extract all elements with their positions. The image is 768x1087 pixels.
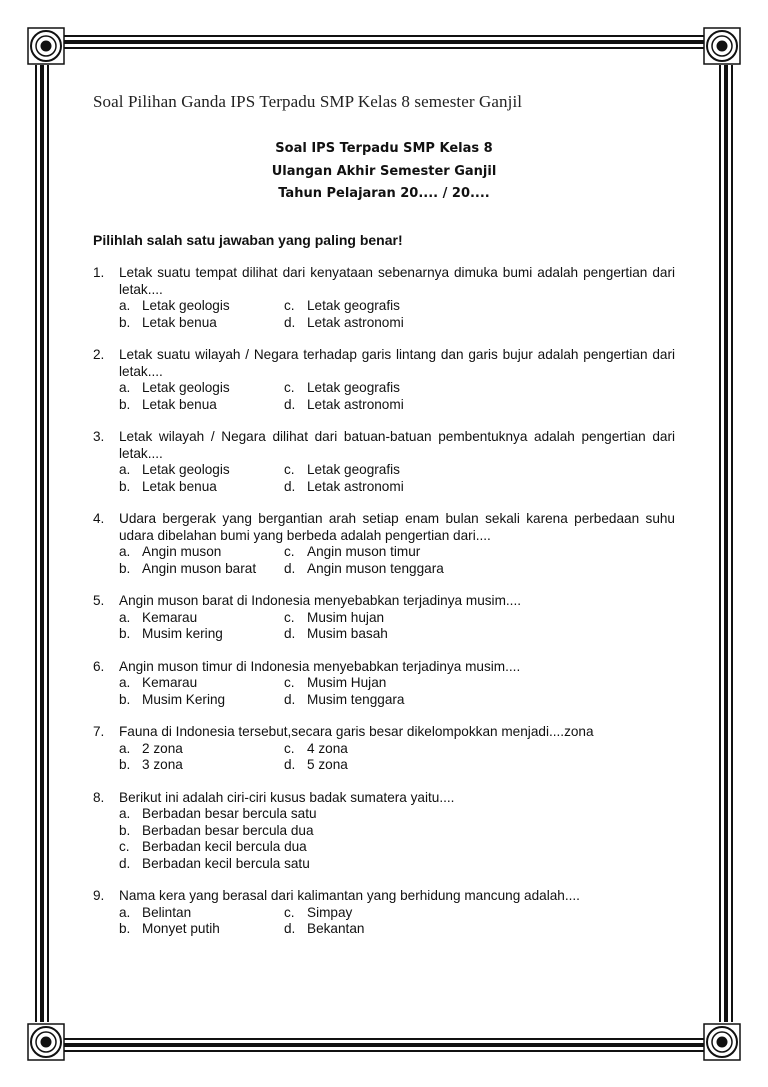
answer-options — [93, 544, 675, 577]
option-row — [119, 692, 675, 709]
answer-option — [284, 380, 400, 397]
option-row — [119, 839, 675, 856]
answer-option — [119, 626, 284, 643]
question-text: Nama kera yang berasal dari kalimantan yang berhidung mancung adalah.... — [119, 888, 580, 903]
question-stem — [93, 724, 675, 741]
question-text: Angin muson timur di Indonesia menyebabkan terjadinya musim.... — [119, 658, 521, 674]
question-number: 4. — [93, 511, 105, 526]
option-text: Letak geografis — [307, 298, 400, 313]
question-item — [93, 790, 675, 873]
option-text: 2 zona — [142, 740, 183, 756]
option-text: Kemarau — [142, 609, 198, 625]
answer-option — [284, 479, 404, 496]
option-row — [119, 298, 675, 315]
option-text: Angin muson tenggara — [307, 560, 444, 576]
option-letter: b. — [119, 314, 131, 330]
question-stem — [93, 888, 675, 905]
exam-subtitle: Ulangan Akhir Semester Ganjil — [271, 163, 497, 179]
option-row — [119, 823, 675, 840]
option-text: Simpay — [307, 904, 353, 920]
exam-title: Soal IPS Terpadu SMP Kelas 8 — [275, 141, 493, 156]
option-letter: a. — [119, 675, 131, 690]
answer-option — [284, 298, 400, 315]
question-number: 3. — [93, 429, 105, 444]
question-item — [93, 888, 675, 938]
question-item — [93, 724, 675, 774]
question-stem — [93, 265, 675, 298]
option-text: Letak geografis — [307, 462, 400, 477]
option-row — [119, 479, 675, 496]
option-row — [119, 610, 675, 627]
option-letter: a. — [119, 544, 131, 559]
answer-option — [119, 561, 284, 578]
answer-options — [93, 298, 675, 331]
answer-options — [93, 905, 675, 938]
answer-option — [119, 544, 284, 561]
question-number: 5. — [93, 593, 105, 608]
option-letter: d. — [284, 757, 296, 772]
option-letter: b. — [119, 626, 131, 641]
answer-option — [284, 741, 348, 758]
question-text: Fauna di Indonesia tersebut,secara garis besar dikelompokkan menjadi....zona — [119, 724, 594, 739]
academic-year: Tahun Pelajaran 20.... / 20.... — [278, 186, 490, 201]
option-text: Letak astronomi — [307, 314, 404, 330]
option-letter: a. — [119, 462, 131, 477]
option-row — [119, 626, 675, 643]
answer-option — [119, 839, 307, 856]
option-text: Belintan — [142, 904, 192, 920]
answer-options — [93, 380, 675, 413]
option-letter: c. — [284, 462, 295, 477]
answer-option — [284, 921, 364, 938]
option-text: Letak geologis — [142, 462, 230, 477]
option-row — [119, 462, 675, 479]
option-letter: b. — [119, 396, 131, 412]
option-letter: d. — [284, 396, 296, 412]
option-text: Angin muson — [142, 544, 222, 559]
question-stem — [93, 347, 675, 380]
option-text: Angin muson timur — [307, 544, 421, 559]
option-row — [119, 380, 675, 397]
question-text: Udara bergerak yang bergantian arah setiap enam bulan sekali karena perbedaan suhu udara dibelahan bumi yang berbeda adalah pengertian dari.... — [119, 511, 675, 543]
question-item — [93, 593, 675, 643]
option-letter: b. — [119, 478, 131, 494]
question-list — [93, 265, 675, 954]
question-number: 1. — [93, 265, 105, 280]
option-row — [119, 856, 675, 873]
corner-ornament-bottom-left — [28, 1024, 64, 1060]
option-text: Musim Kering — [142, 691, 226, 707]
option-letter: c. — [284, 380, 295, 395]
answer-option — [119, 823, 314, 840]
answer-option — [119, 675, 284, 692]
option-letter: d. — [284, 478, 296, 494]
option-text: 5 zona — [307, 757, 348, 772]
answer-option — [119, 692, 284, 709]
option-letter: c. — [284, 298, 295, 313]
option-text: Berbadan kecil bercula satu — [142, 855, 310, 871]
option-letter: d. — [119, 855, 131, 871]
answer-option — [284, 610, 384, 627]
option-letter: d. — [284, 691, 296, 707]
corner-ornament-bottom-right — [704, 1024, 740, 1060]
question-text: Letak suatu wilayah / Negara terhadap garis lintang dan garis bujur adalah pengertian dari letak.... — [119, 347, 675, 379]
question-number: 9. — [93, 888, 105, 903]
option-text: Monyet putih — [142, 921, 220, 936]
option-text: Berbadan kecil bercula dua — [142, 839, 307, 854]
answer-option — [119, 921, 284, 938]
option-text: Musim hujan — [307, 609, 385, 625]
option-letter: c. — [284, 675, 295, 690]
answer-option — [119, 315, 284, 332]
option-letter: b. — [119, 691, 131, 707]
answer-option — [284, 462, 400, 479]
option-text: Kemarau — [142, 675, 198, 690]
question-item — [93, 429, 675, 495]
question-number: 8. — [93, 789, 105, 805]
answer-option — [119, 479, 284, 496]
option-letter: a. — [119, 904, 131, 920]
option-text: Letak benua — [142, 478, 217, 494]
answer-option — [284, 315, 404, 332]
option-letter: b. — [119, 921, 131, 936]
option-row — [119, 806, 675, 823]
option-letter: a. — [119, 609, 131, 625]
question-stem — [93, 790, 675, 807]
option-row — [119, 397, 675, 414]
answer-option — [284, 626, 388, 643]
question-number: 2. — [93, 347, 105, 362]
answer-option — [119, 905, 284, 922]
answer-option — [119, 856, 310, 873]
answer-option — [284, 675, 386, 692]
option-letter: a. — [119, 806, 131, 821]
option-text: Letak geologis — [142, 380, 230, 395]
answer-option — [284, 544, 420, 561]
option-row — [119, 315, 675, 332]
answer-option — [119, 397, 284, 414]
question-text: Angin muson barat di Indonesia menyebabkan terjadinya musim.... — [119, 593, 521, 608]
option-letter: d. — [284, 314, 296, 330]
question-text: Letak wilayah / Negara dilihat dari batuan-batuan pembentuknya adalah pengertian dari letak.... — [119, 429, 675, 461]
option-text: Berbadan besar bercula satu — [142, 806, 317, 821]
running-head: Soal Pilihan Ganda IPS Terpadu SMP Kelas 8 semester Ganjil — [93, 92, 523, 111]
answer-option — [119, 462, 284, 479]
question-item — [93, 265, 675, 331]
question-number: 7. — [93, 724, 105, 739]
answer-option — [284, 561, 444, 578]
question-item — [93, 511, 675, 577]
option-letter: c. — [284, 904, 295, 920]
option-letter: c. — [284, 609, 295, 625]
answer-option — [119, 610, 284, 627]
option-letter: d. — [284, 626, 296, 641]
answer-option — [119, 298, 284, 315]
option-text: Letak geografis — [307, 380, 400, 395]
option-letter: c. — [284, 544, 295, 559]
option-row — [119, 741, 675, 758]
answer-options — [93, 675, 675, 708]
option-letter: d. — [284, 560, 296, 576]
option-letter: d. — [284, 921, 296, 936]
answer-options — [93, 741, 675, 774]
answer-option — [119, 757, 284, 774]
option-text: Musim basah — [307, 626, 388, 641]
corner-ornament-top-left — [28, 28, 64, 64]
answer-options — [93, 806, 675, 872]
option-row — [119, 921, 675, 938]
answer-options — [93, 610, 675, 643]
option-text: Musim tenggara — [307, 691, 405, 707]
answer-option — [284, 692, 404, 709]
question-item — [93, 347, 675, 413]
instruction: Pilihlah salah satu jawaban yang paling benar! — [93, 232, 403, 248]
option-text: Musim kering — [142, 626, 223, 641]
answer-option — [284, 397, 404, 414]
question-text: Berikut ini adalah ciri-ciri kusus badak sumatera yaitu.... — [119, 789, 455, 805]
option-text: Letak geologis — [142, 298, 230, 313]
question-stem — [93, 511, 675, 544]
option-text: Bekantan — [307, 921, 365, 936]
answer-options — [93, 462, 675, 495]
option-row — [119, 905, 675, 922]
option-row — [119, 561, 675, 578]
question-text: Letak suatu tempat dilihat dari kenyataan sebenarnya dimuka bumi adalah pengertian dari letak.... — [119, 265, 675, 297]
answer-option — [284, 757, 348, 774]
answer-option — [119, 741, 284, 758]
answer-option — [119, 380, 284, 397]
option-text: Letak astronomi — [307, 396, 404, 412]
option-text: Letak benua — [142, 396, 217, 412]
option-text: Berbadan besar bercula dua — [142, 822, 314, 838]
option-letter: a. — [119, 740, 131, 756]
option-letter: a. — [119, 380, 131, 395]
question-item — [93, 659, 675, 709]
exam-title-block — [0, 138, 768, 206]
option-letter: c. — [119, 839, 130, 854]
corner-ornament-top-right — [704, 28, 740, 64]
option-text: Letak benua — [142, 314, 217, 330]
option-text: 4 zona — [307, 740, 348, 756]
question-stem — [93, 659, 675, 676]
option-letter: b. — [119, 757, 131, 772]
option-text: 3 zona — [142, 757, 183, 772]
option-letter: b. — [119, 560, 131, 576]
option-text: Musim Hujan — [307, 675, 387, 690]
option-row — [119, 675, 675, 692]
option-letter: b. — [119, 822, 131, 838]
answer-option — [284, 905, 352, 922]
option-row — [119, 544, 675, 561]
option-letter: a. — [119, 298, 131, 313]
answer-option — [119, 806, 317, 823]
question-number: 6. — [93, 658, 105, 674]
option-letter: c. — [284, 740, 295, 756]
option-text: Letak astronomi — [307, 478, 404, 494]
option-text: Angin muson barat — [142, 560, 257, 576]
question-stem — [93, 429, 675, 462]
question-stem — [93, 593, 675, 610]
option-row — [119, 757, 675, 774]
